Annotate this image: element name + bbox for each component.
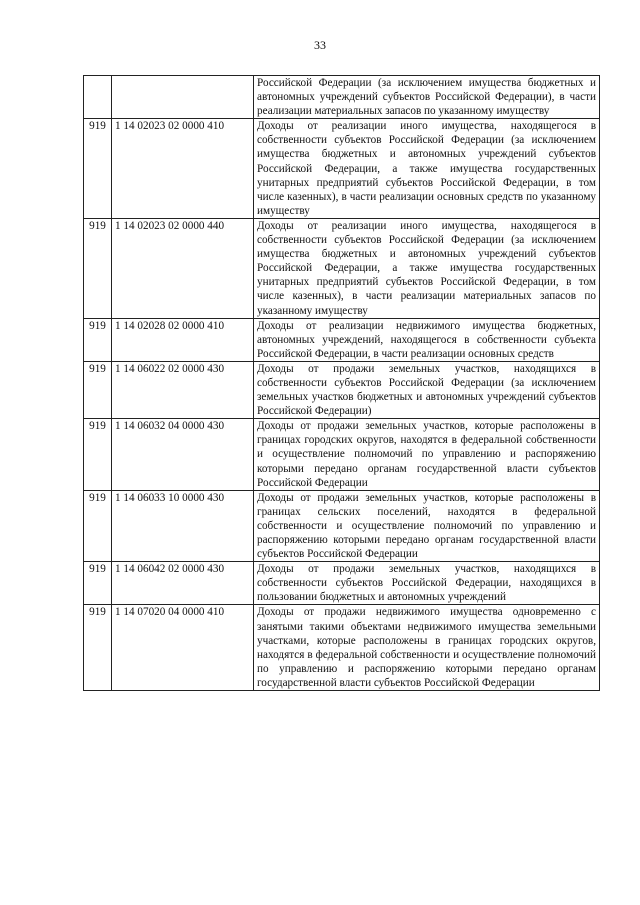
budget-code-cell: 1 14 02023 02 0000 410 [112, 119, 254, 219]
description-cell: Доходы от продажи земельных участков, находящихся в собственности субъектов Российской Федерации, находящихся в пользовании бюджетных и автономных учреждений [254, 562, 600, 605]
table-row [84, 419, 600, 490]
admin-code-cell: 919 [84, 562, 112, 605]
budget-code-cell [112, 76, 254, 119]
budget-code-cell: 1 14 06033 10 0000 430 [112, 490, 254, 561]
admin-code-cell: 919 [84, 318, 112, 361]
description-cell: Доходы от реализации иного имущества, находящегося в собственности субъектов Российской Федерации (за исключением имущества бюджетных и автономных учреждений субъектов Российской Федерации, а также имущества государственных унитарных предприятий субъектов Российской Федерации, в том числе казенных), в части реализации основных средств по указанному имуществу [254, 119, 600, 219]
table-row [84, 218, 600, 318]
admin-code-cell: 919 [84, 490, 112, 561]
description-cell: Доходы от продажи недвижимого имущества одновременно с занятыми такими объектами недвижимого имущества земельными участками, которые расположены в границах городских округов, находятся в федеральной собственности и осуществление полномочий по управлению и распоряжению которыми передано органам государственной власти субъектов Российской Федерации [254, 605, 600, 691]
admin-code-cell [84, 76, 112, 119]
table-row [84, 318, 600, 361]
page-number: 33 [314, 38, 326, 52]
admin-code-cell: 919 [84, 218, 112, 318]
description-cell: Доходы от продажи земельных участков, которые расположены в границах городских округов, находятся в федеральной собственности и осуществление полномочий по управлению и распоряжению которыми передано органам государственной власти субъектов Российской Федерации [254, 419, 600, 490]
table-row [84, 361, 600, 418]
budget-code-cell: 1 14 02023 02 0000 440 [112, 218, 254, 318]
budget-code-cell: 1 14 06032 04 0000 430 [112, 419, 254, 490]
table-row [84, 119, 600, 219]
admin-code-cell: 919 [84, 605, 112, 691]
admin-code-cell: 919 [84, 119, 112, 219]
table-row [84, 76, 600, 119]
description-cell: Российской Федерации (за исключением имущества бюджетных и автономных учреждений субъектов Российской Федерации), в части реализации материальных запасов по указанному имуществу [254, 76, 600, 119]
admin-code-cell: 919 [84, 361, 112, 418]
admin-code-cell: 919 [84, 419, 112, 490]
revenue-codes-table [83, 75, 600, 691]
table-row [84, 562, 600, 605]
budget-code-cell: 1 14 06042 02 0000 430 [112, 562, 254, 605]
description-cell: Доходы от реализации недвижимого имущества бюджетных, автономных учреждений, находящегося в собственности субъекта Российской Федерации, в части реализации основных средств [254, 318, 600, 361]
table-row [84, 605, 600, 691]
description-cell: Доходы от продажи земельных участков, находящихся в собственности субъектов Российской Федерации (за исключением земельных участков бюджетных и автономных учреждений субъектов Российской Федерации) [254, 361, 600, 418]
budget-code-cell: 1 14 06022 02 0000 430 [112, 361, 254, 418]
description-cell: Доходы от реализации иного имущества, находящегося в собственности субъектов Российской Федерации (за исключением имущества бюджетных и автономных учреждений субъектов Российской Федерации, а также имущества государственных унитарных предприятий субъектов Российской Федерации, в том числе казенных), в части реализации материальных запасов по указанному имуществу [254, 218, 600, 318]
budget-code-cell: 1 14 02028 02 0000 410 [112, 318, 254, 361]
description-cell: Доходы от продажи земельных участков, которые расположены в границах сельских поселений, находятся в федеральной собственности и осуществление полномочий по управлению и распоряжению которыми передано органам государственной власти субъектов Российской Федерации [254, 490, 600, 561]
budget-code-cell: 1 14 07020 04 0000 410 [112, 605, 254, 691]
table-row [84, 490, 600, 561]
